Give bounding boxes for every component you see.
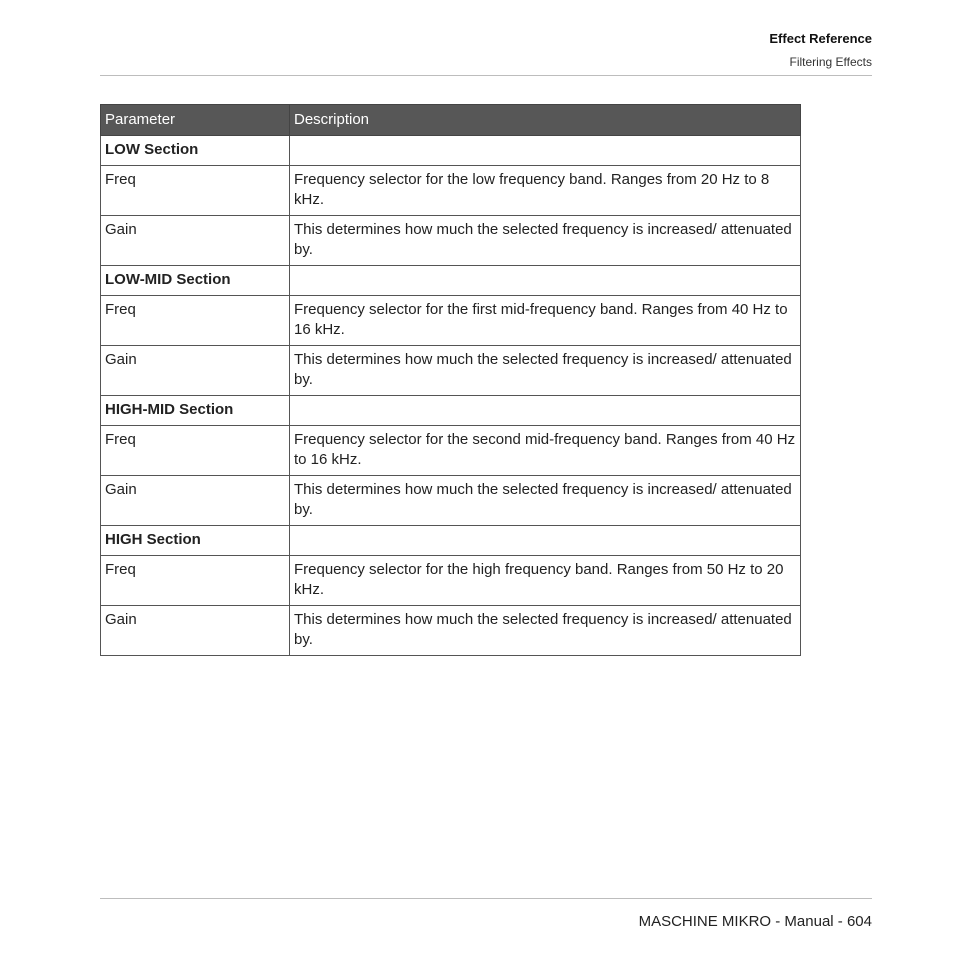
- parameter-link-freq[interactable]: Freq: [101, 556, 290, 606]
- page-header: [100, 0, 872, 76]
- parameter-description: Frequency selector for the second mid-frequency band. Ranges from 40 Hz to 16 kHz.: [290, 426, 801, 476]
- table-row: [101, 426, 801, 476]
- parameter-link-freq[interactable]: Freq: [101, 296, 290, 346]
- section-label: LOW Section: [101, 136, 290, 166]
- parameter-link-gain[interactable]: Gain: [101, 216, 290, 266]
- section-label: HIGH-MID Section: [101, 396, 290, 426]
- parameter-link-freq[interactable]: Freq: [101, 166, 290, 216]
- table-row: [101, 346, 801, 396]
- section-empty-cell: [290, 396, 801, 426]
- table-header-row: [101, 105, 801, 136]
- parameter-link-gain[interactable]: Gain: [101, 476, 290, 526]
- parameter-link-freq[interactable]: Freq: [101, 426, 290, 476]
- section-empty-cell: [290, 266, 801, 296]
- footer-page-label: MASCHINE MIKRO - Manual - 604: [638, 913, 872, 930]
- table-row: [101, 606, 801, 656]
- section-label: HIGH Section: [101, 526, 290, 556]
- parameter-description: This determines how much the selected frequency is increased/ attenuated by.: [290, 606, 801, 656]
- column-header-description: Description: [290, 105, 801, 136]
- parameter-description: Frequency selector for the first mid-frequency band. Ranges from 40 Hz to 16 kHz.: [290, 296, 801, 346]
- parameter-description: Frequency selector for the high frequency band. Ranges from 50 Hz to 20 kHz.: [290, 556, 801, 606]
- parameter-description: This determines how much the selected frequency is increased/ attenuated by.: [290, 346, 801, 396]
- section-empty-cell: [290, 136, 801, 166]
- parameter-link-gain[interactable]: Gain: [101, 346, 290, 396]
- parameter-link-gain[interactable]: Gain: [101, 606, 290, 656]
- page-footer: [100, 898, 872, 930]
- header-subtitle: Filtering Effects: [789, 55, 872, 69]
- table-row: [101, 476, 801, 526]
- parameter-table: [100, 104, 801, 656]
- section-row-high: [101, 526, 801, 556]
- header-title: Effect Reference: [769, 31, 872, 46]
- parameter-description: This determines how much the selected frequency is increased/ attenuated by.: [290, 476, 801, 526]
- column-header-parameter: Parameter: [101, 105, 290, 136]
- section-row-low: [101, 136, 801, 166]
- section-row-high-mid: [101, 396, 801, 426]
- table-row: [101, 166, 801, 216]
- section-empty-cell: [290, 526, 801, 556]
- parameter-description: Frequency selector for the low frequency band. Ranges from 20 Hz to 8 kHz.: [290, 166, 801, 216]
- parameter-description: This determines how much the selected frequency is increased/ attenuated by.: [290, 216, 801, 266]
- table-row: [101, 556, 801, 606]
- table-row: [101, 296, 801, 346]
- table-row: [101, 216, 801, 266]
- section-label: LOW-MID Section: [101, 266, 290, 296]
- section-row-low-mid: [101, 266, 801, 296]
